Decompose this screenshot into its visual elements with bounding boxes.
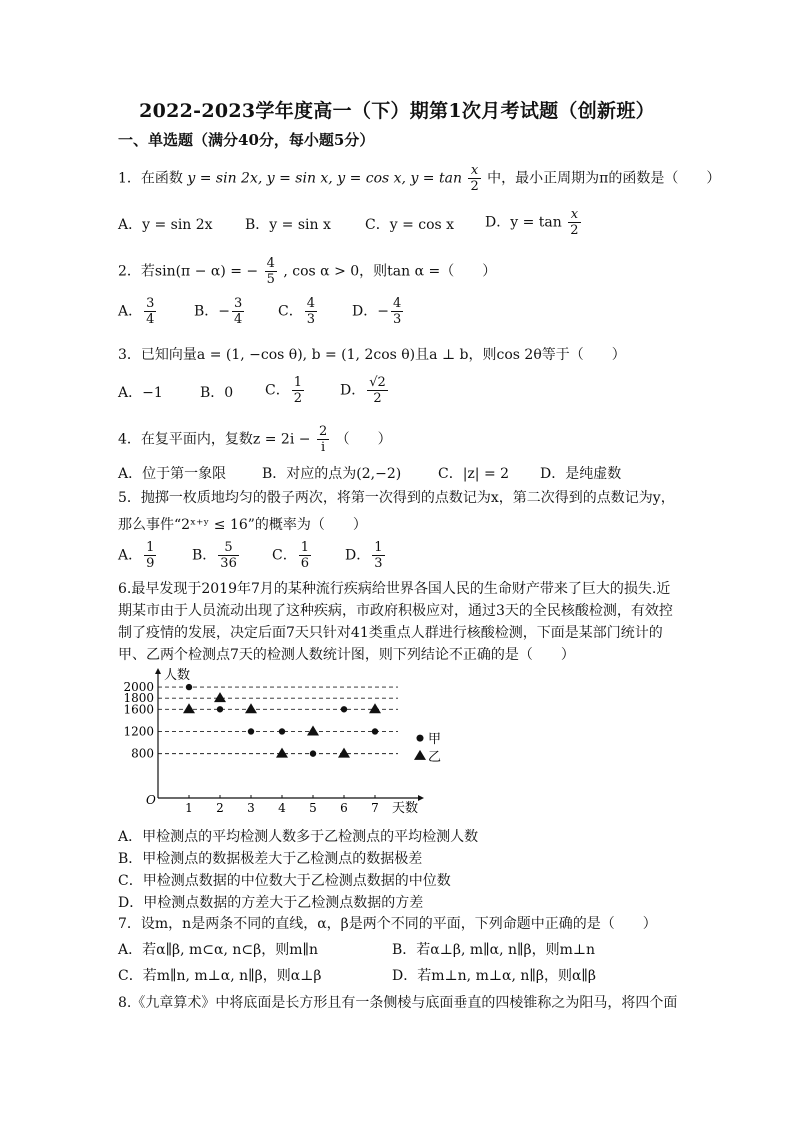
point-jia (186, 684, 192, 690)
q3-option-c[interactable]: C． $\frac{1}{2}$ (265, 375, 302, 406)
question-4-stem: 4．在复平面内，复数z = 2i − $\frac{2}{i}$ （ ） (118, 424, 392, 455)
legend-yi-label: 乙 (428, 749, 442, 765)
q6-option-c[interactable]: C．甲检测点数据的中位数大于乙检测点数据的中位数 (118, 873, 451, 889)
x-axis-arrow (418, 795, 424, 801)
point-yi (307, 725, 319, 735)
x-tick-label: 2 (216, 801, 224, 815)
point-yi (245, 703, 257, 713)
question-8-stem: 8.《九章算术》中将底面是长方形且有一条侧棱与底面垂直的四棱锥称之为阳马，将四个面 (118, 995, 678, 1011)
question-7-stem: 7．设m，n是两条不同的直线，α，β是两个不同的平面，下列命题中正确的是（ ） (118, 916, 657, 932)
point-jia (372, 728, 378, 734)
q4-option-b[interactable]: B．对应的点为(2,−2) (262, 466, 402, 482)
point-jia (310, 750, 316, 756)
question-6-stem (118, 578, 684, 666)
q4-fraction: $\frac{2}{i}$ (318, 424, 328, 455)
point-jia (341, 706, 347, 712)
q5-option-d[interactable]: D． $\frac{1}{3}$ (345, 540, 383, 571)
question-1-stem (118, 163, 720, 194)
legend-jia-label: 甲 (428, 732, 442, 748)
q1-option-c[interactable]: C．y = cos x (365, 217, 455, 233)
question-5-line-2: 那么事件“2ˣ⁺ʸ ≤ 16”的概率为（ ） (118, 517, 367, 533)
q2-option-b[interactable]: B．− $\frac{3}{4}$ (194, 296, 243, 327)
point-yi (276, 748, 288, 758)
q2-option-a[interactable]: A． $\frac{3}{4}$ (118, 296, 155, 327)
q6-line: 甲、乙两个检测点7天的检测人数统计图，则下列结论不正确的是（ ） (118, 647, 575, 663)
q3-option-d[interactable]: D． $\frac{√2}{2}$ (340, 375, 386, 406)
q5-option-c[interactable]: C． $\frac{1}{6}$ (272, 540, 309, 571)
point-yi (369, 703, 381, 713)
q5-option-b[interactable]: B． $\frac{5}{36}$ (192, 540, 237, 571)
q2-option-d[interactable]: D．− $\frac{4}{3}$ (352, 296, 402, 327)
q6-option-b[interactable]: B．甲检测点的数据极差大于乙检测点的数据极差 (118, 851, 423, 867)
point-yi (214, 692, 226, 702)
q3-option-a[interactable]: A．−1 (118, 385, 163, 401)
page-title: 2022-2023学年度高一（下）期第1次月考试题（创新班） (139, 100, 655, 122)
point-yi (183, 703, 195, 713)
q2-fraction: $\frac{4}{5}$ (266, 256, 275, 287)
x-tick-label: 7 (371, 801, 379, 815)
y-axis-arrow (155, 668, 161, 674)
q4-option-d[interactable]: D．是纯虚数 (540, 466, 622, 482)
x-tick-label: 3 (247, 801, 255, 815)
y-tick-label: 1600 (123, 702, 154, 717)
point-jia (248, 728, 254, 734)
q1-option-b[interactable]: B．y = sin x (245, 217, 331, 233)
x-tick-label: 5 (309, 801, 317, 815)
q1-stem-end: 中，最小正周期为π的函数是（ ） (487, 170, 721, 187)
x-tick-label: 1 (185, 801, 193, 815)
q6-line: 期某市由于人员流动出现了这种疾病，市政府积极应对，通过3天的全民核酸检测，有效控 (118, 603, 673, 619)
q3-option-b[interactable]: B．0 (200, 385, 234, 401)
q7-option-a[interactable]: A．若α∥β, m⊂α, n⊂β，则m∥n (118, 942, 318, 958)
legend-yi-marker (414, 750, 426, 760)
q6-option-a[interactable]: A．甲检测点的平均检测人数多于乙检测点的平均检测人数 (118, 829, 479, 845)
question-2-stem: 2．若sin(π − α) = − $\frac{4}{5}$ , cos α > 0，则tan α =（ ） (118, 256, 497, 287)
question-3-stem: 3．已知向量a = (1, −cos θ), b = (1, 2cos θ)且a ⊥ b，则cos 2θ等于（ ） (118, 347, 626, 363)
x-tick-label: 4 (278, 801, 286, 815)
y-tick-label: 800 (131, 746, 154, 761)
y-tick-label: 2000 (123, 680, 154, 695)
y-tick-label: 1200 (123, 724, 154, 739)
q7-option-b[interactable]: B．若α⊥β, m∥α, n∥β，则m⊥n (392, 942, 596, 958)
question-5-line-1: 5．抛掷一枚质地均匀的骰子两次，将第一次得到的点数记为x，第二次得到的点数记为y， (118, 490, 675, 506)
y-axis-label: 人数 (164, 668, 191, 683)
x-tick-label: 6 (340, 801, 348, 815)
q4-option-a[interactable]: A．位于第一象限 (118, 466, 227, 482)
q4-option-c[interactable]: C．|z| = 2 (438, 466, 510, 482)
detection-count-chart (118, 666, 448, 816)
q6-option-d[interactable]: D．甲检测点数据的方差大于乙检测点数据的方差 (118, 895, 424, 911)
q5-option-a[interactable]: A． $\frac{1}{9}$ (118, 540, 155, 571)
q1-fraction: $\frac{x}{2}$ (470, 163, 479, 194)
point-jia (279, 728, 285, 734)
y-tick-label: 1800 (123, 691, 154, 706)
q1-option-a[interactable]: A．y = sin 2x (118, 217, 213, 233)
q6-line: 6.最早发现于2019年7月的某种流行疾病给世界各国人民的生命财产带来了巨大的损失.近 (118, 581, 671, 597)
q2-option-c[interactable]: C． $\frac{4}{3}$ (278, 296, 315, 327)
q7-option-c[interactable]: C．若m∥n, m⊥α, n∥β，则α⊥β (118, 968, 322, 984)
q6-line: 制了疫情的发展，决定后面7天只针对41类重点人群进行核酸检测，下面是某部门统计的 (118, 625, 663, 641)
legend-jia-marker (417, 735, 424, 742)
q7-option-d[interactable]: D．若m⊥n, m⊥α, n∥β，则α∥β (392, 968, 596, 984)
section-heading: 一、单选题（满分40分，每小题5分） (118, 131, 375, 149)
origin-label: O (146, 793, 156, 807)
q1-option-d[interactable]: D．y = tan $\frac{x}{2}$ (485, 207, 579, 238)
x-axis-label: 天数 (392, 801, 419, 816)
q1-stem-text: 1．在函数 (118, 170, 183, 187)
q1-expr: y = sin 2x, y = sin x, y = cos x, y = tan (187, 170, 462, 187)
point-jia (217, 706, 223, 712)
point-yi (338, 748, 350, 758)
